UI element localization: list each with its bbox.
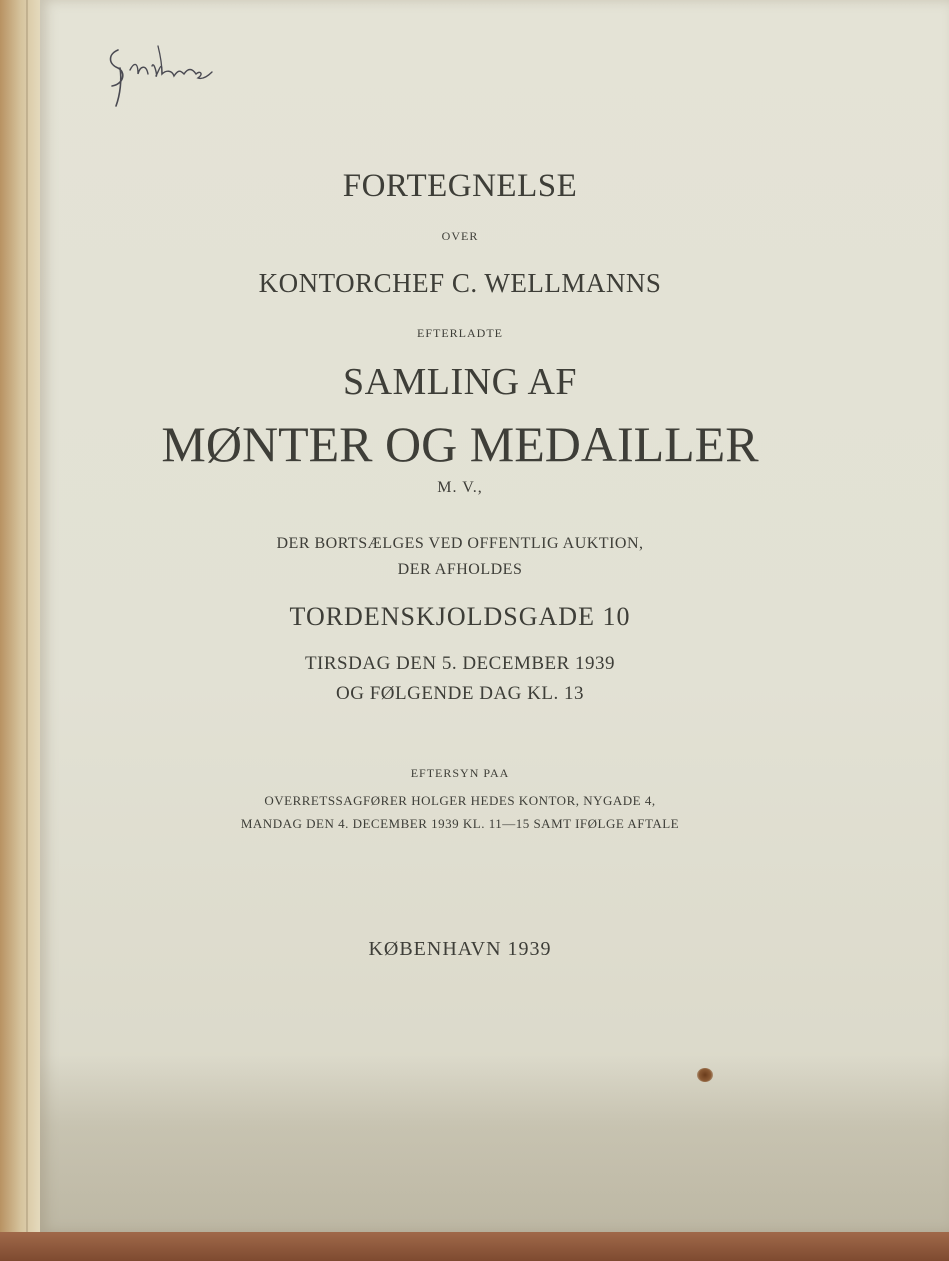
cover-samling: SAMLING AF — [342, 361, 578, 403]
auction-address: TORDENSKJOLDSGADE 10 — [289, 602, 631, 631]
page-shadow — [40, 1055, 949, 1232]
auction-date-line-2: OG FØLGENDE DAG KL. 13 — [336, 683, 584, 704]
cover-over: OVER — [441, 229, 479, 243]
cover-mv: M. V., — [437, 479, 483, 496]
viewing-line-2: MANDAG DEN 4. DECEMBER 1939 KL. 11—15 SAMT IFØLGE AFTALE — [240, 816, 680, 831]
viewing-heading: EFTERSYN PAA — [410, 766, 510, 780]
paper-stain — [697, 1068, 713, 1082]
spine-fold — [26, 0, 28, 1261]
cover-subject: MØNTER OG MEDAILLER — [161, 416, 759, 472]
viewing-line-1: OVERRETSSAGFØRER HOLGER HEDES KONTOR, NYGADE 4, — [264, 793, 656, 808]
cover-title: FORTEGNELSE — [342, 168, 578, 204]
handwritten-signature — [100, 40, 250, 110]
auction-date-line-1: TIRSDAG DEN 5. DECEMBER 1939 — [304, 653, 616, 674]
cover-efterladte: EFTERLADTE — [417, 326, 503, 340]
cover-owner: KONTORCHEF C. WELLMANNS — [258, 268, 662, 298]
auction-line-1: DER BORTSÆLGES VED OFFENTLIG AUKTION, — [276, 535, 644, 552]
place-year: KØBENHAVN 1939 — [368, 938, 552, 960]
table-edge-strip — [0, 1232, 949, 1261]
auction-line-2: DER AFHOLDES — [397, 561, 523, 578]
